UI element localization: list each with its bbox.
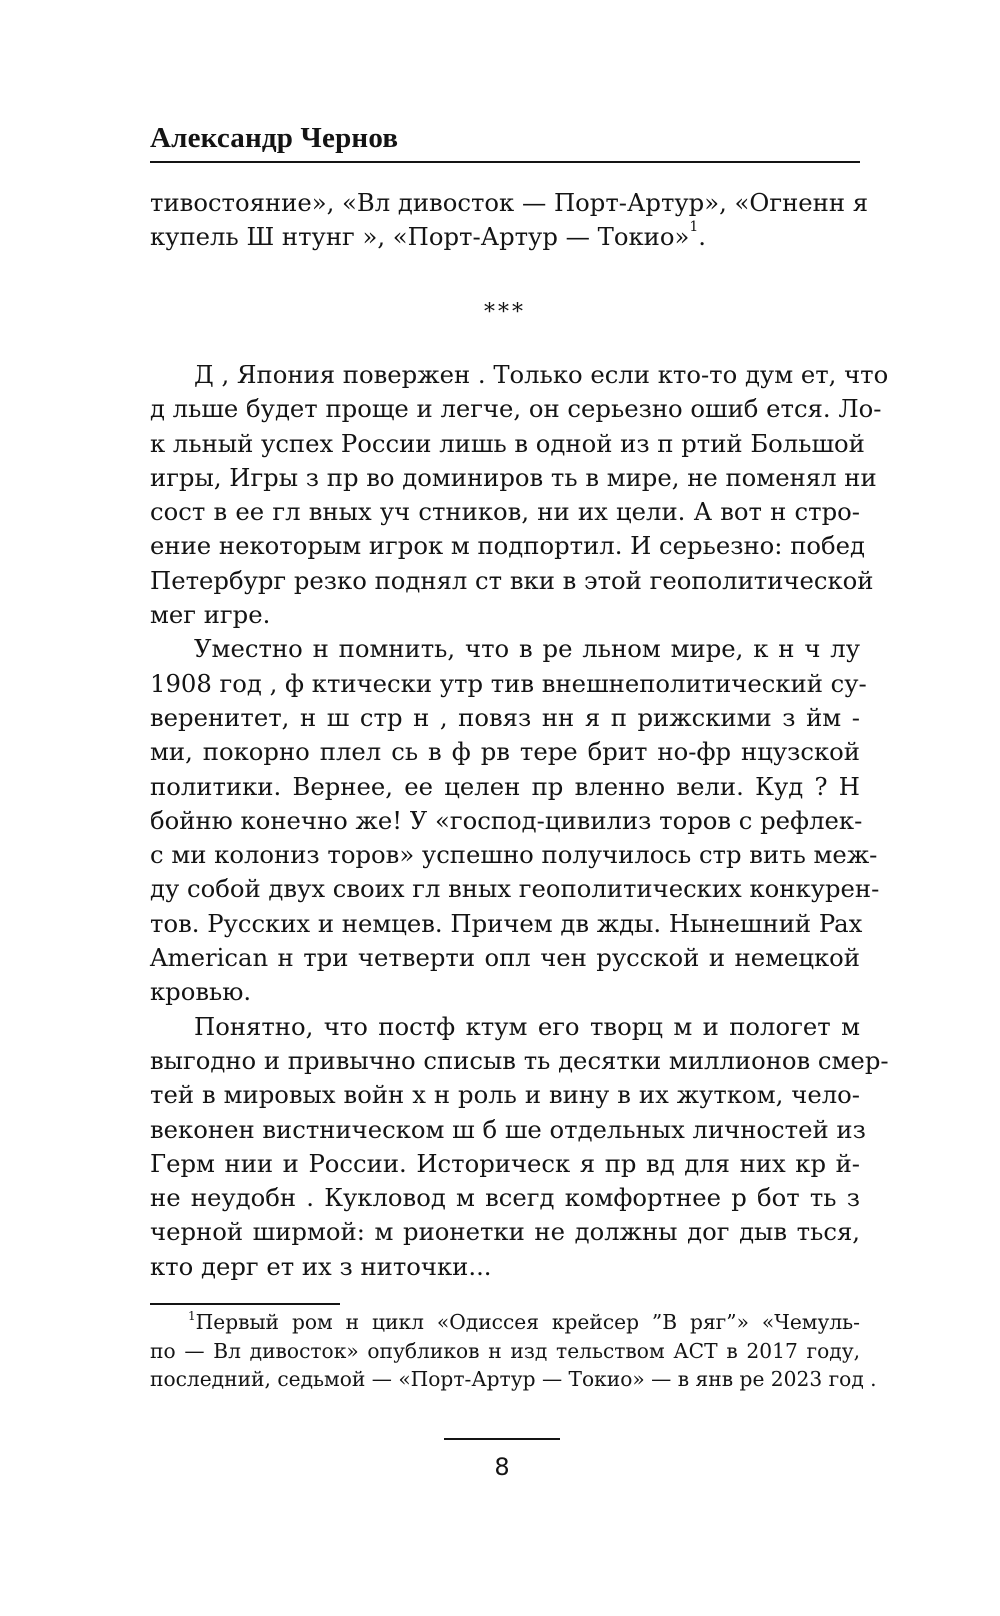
footnote-line: последний, седьмой — «Порт-Артур — Токио» — в янв ре 2023 год . [150,1367,877,1392]
page-number-rule [444,1438,560,1440]
paragraph-line: American н три четверти опл чен русской и немецкой [150,943,860,973]
paragraph-1 [150,358,889,632]
paragraph-line: мег игре. [150,600,271,630]
paragraph-line: игры, Игры з пр во доминиров ть в мире, не поменял ни [150,462,877,492]
paragraph-line: тей в мировых войн х н роль и вину в их жутком, чело- [150,1080,860,1110]
paragraph-line: бойню конечно же! У «господ-цивилиз торов с рефлек- [150,805,863,835]
paragraphs [150,358,889,1284]
paragraph-line: веренитет, н ш стр н , повяз нн я п рижскими з йм - [150,702,860,732]
paragraph-line: Герм нии и России. Историческ я пр вд для них кр й- [150,1148,860,1178]
paragraph-line: ение некоторым игрок м подпортил. И серьезно: побед [150,531,865,561]
footnote-line-text: Первый ром н цикл «Одиссея крейсер ”В ряг”» «Чемуль- [195,1310,860,1334]
paragraph-line: к льный успех России лишь в одной из п ртий Большой [150,428,865,458]
header-rule [150,161,860,163]
paragraph-line: кто дерг ет их з ниточки... [150,1251,492,1281]
paragraph-line: Петербург резко поднял ст вки в этой геополитической [150,565,874,595]
footnote-reference: 1 [689,219,699,236]
paragraph-2 [150,632,880,1009]
paragraph-line: д льше будет проще и легче, он серьезно ошиб ется. Ло- [150,394,882,424]
footnote-rule [150,1303,340,1305]
intro-block [150,186,869,255]
intro-line: тивостояние», «Вл дивосток — Порт-Артур», «Огненн я [150,188,869,217]
page-number: 8 [494,1453,510,1481]
paragraph-line: не неудобн . Кукловод м всегд комфортнее р бот ть з [150,1183,860,1213]
footnote-mark: 1 [188,1309,196,1323]
paragraph-line: веконен вистническом ш б ше отдельных личностей из [150,1114,866,1144]
intro-line-end: . [698,222,707,252]
intro-line [150,220,860,254]
paragraph-line: политики. Вернее, ее целен пр вленно вели. Куд ? Н [150,771,860,801]
paragraph-line: кровью. [150,977,252,1007]
paragraph-line: сост в ее гл вных уч стников, ни их цели. А вот н стро- [150,497,860,527]
paragraph-line: тов. Русских и немцев. Причем дв жды. Нынешний Pax [150,908,863,938]
paragraph-line: ми, покорно плел сь в ф рв тере брит но-фр нцузской [150,737,860,767]
section-separator: *** [484,300,526,325]
paragraph-line: с ми колониз торов» успешно получилось стр вить меж- [150,840,878,870]
paragraph-line: 1908 год , ф ктически утр тив внешнеполитический су- [150,668,867,698]
paragraph-line: ду собой двух своих гл вных геополитических конкурен- [150,874,880,904]
paragraph-line: выгодно и привычно списыв ть десятки миллионов смер- [150,1045,889,1075]
intro-line-text: купель Ш нтунг », «Порт-Артур — Токио» [150,222,690,252]
page-header [150,118,860,158]
paragraph-line: Д , Япония повержен . Только если кто-то дум ет, что [194,360,889,389]
paragraph-line: черной ширмой: м рионетки не должны дог дыв ться, [150,1217,860,1247]
paragraph-line: Понятно, что постф ктум его творц м и пологет м [194,1011,860,1041]
footnote-line: по — Вл дивосток» опубликов н изд тельством АСТ в 2017 году, [150,1338,860,1363]
footnote-line [150,1308,860,1337]
running-head-author: Александр Чернов [150,122,399,154]
footnote [150,1308,877,1394]
paragraph-3 [150,1010,889,1284]
paragraph-line: Уместно н помнить, что в ре льном мире, к н ч лу [194,634,860,664]
